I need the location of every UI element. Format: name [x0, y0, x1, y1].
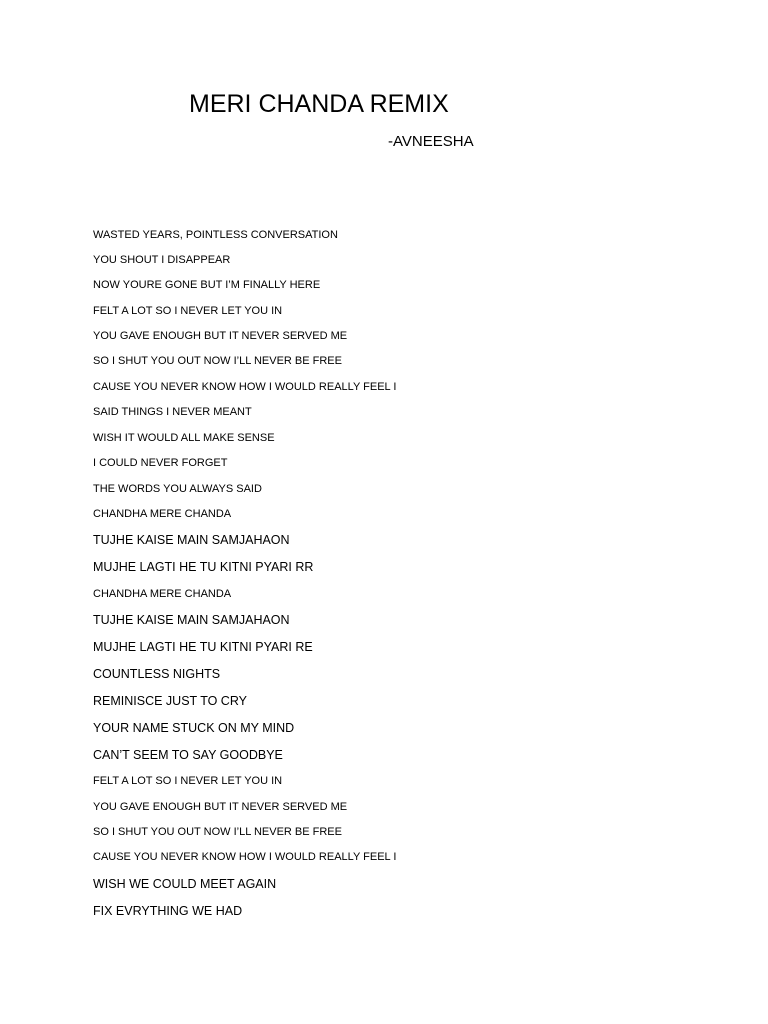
- lyric-line: FELT A LOT SO I NEVER LET YOU IN: [93, 305, 283, 317]
- lyric-line: CHANDHA MERE CHANDA: [93, 508, 232, 520]
- lyric-line: WISH WE COULD MEET AGAIN: [93, 877, 277, 891]
- lyric-line: MUJHE LAGTI HE TU KITNI PYARI RE: [93, 640, 313, 654]
- lyric-line: COUNTLESS NIGHTS: [93, 667, 221, 681]
- lyric-line: REMINISCE JUST TO CRY: [93, 694, 247, 708]
- lyric-line: SAID THINGS I NEVER MEANT: [93, 406, 252, 418]
- lyric-line: THE WORDS YOU ALWAYS SAID: [93, 483, 262, 495]
- lyric-line: TUJHE KAISE MAIN SAMJAHAON: [93, 613, 290, 627]
- lyric-line: MUJHE LAGTI HE TU KITNI PYARI RR: [93, 560, 314, 574]
- page-title: MERI CHANDA REMIX: [189, 90, 449, 118]
- lyric-line: CAUSE YOU NEVER KNOW HOW I WOULD REALLY FEEL I: [93, 381, 397, 393]
- lyric-line: TUJHE KAISE MAIN SAMJAHAON: [93, 533, 290, 547]
- lyric-line: SO I SHUT YOU OUT NOW I’LL NEVER BE FREE: [93, 355, 342, 367]
- lyric-line: FELT A LOT SO I NEVER LET YOU IN: [93, 775, 283, 787]
- lyric-line: FIX EVRYTHING WE HAD: [93, 904, 243, 918]
- lyric-line: YOUR NAME STUCK ON MY MIND: [93, 721, 295, 735]
- lyric-line: YOU GAVE ENOUGH BUT IT NEVER SERVED ME: [93, 801, 348, 813]
- lyric-line: CAUSE YOU NEVER KNOW HOW I WOULD REALLY FEEL I: [93, 851, 397, 863]
- lyric-line: YOU SHOUT I DISAPPEAR: [93, 254, 231, 266]
- lyric-line: WISH IT WOULD ALL MAKE SENSE: [93, 432, 275, 444]
- lyric-line: SO I SHUT YOU OUT NOW I’LL NEVER BE FREE: [93, 826, 342, 838]
- lyric-line: NOW YOURE GONE BUT I’M FINALLY HERE: [93, 279, 321, 291]
- lyric-line: CAN’T SEEM TO SAY GOODBYE: [93, 748, 283, 762]
- lyric-line: I COULD NEVER FORGET: [93, 457, 228, 469]
- lyric-line: CHANDHA MERE CHANDA: [93, 588, 232, 600]
- lyric-line: YOU GAVE ENOUGH BUT IT NEVER SERVED ME: [93, 330, 348, 342]
- author-credit: -AVNEESHA: [388, 133, 474, 150]
- lyric-line: WASTED YEARS, POINTLESS CONVERSATION: [93, 229, 338, 241]
